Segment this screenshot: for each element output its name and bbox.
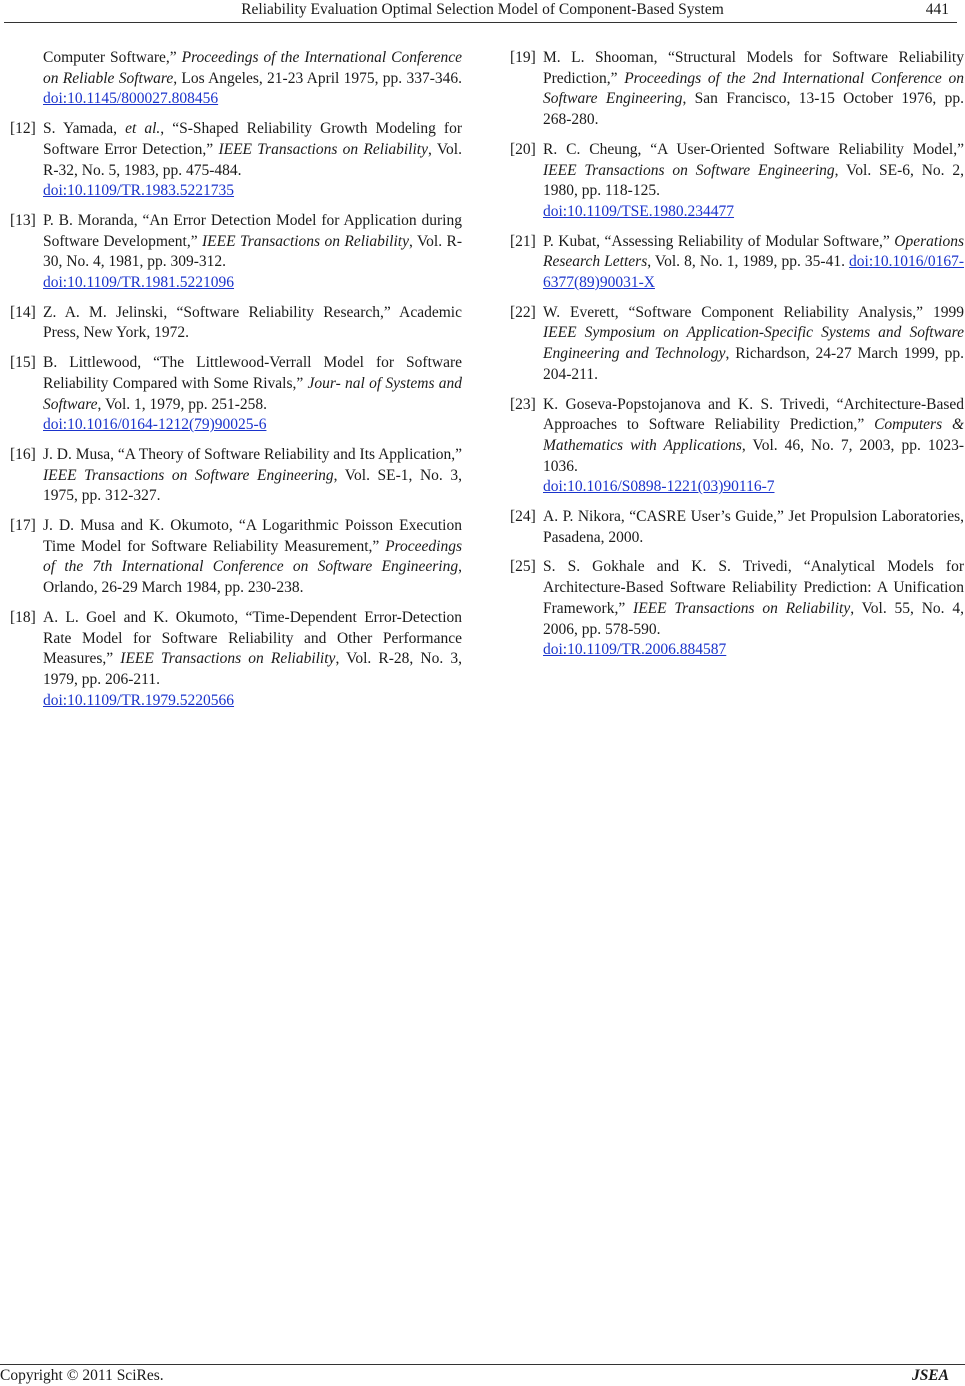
ref-number: [14] [10,303,36,321]
ref-text: , “S-Shaped Reliability Growth Modeling for Software Error Detection,” [43,120,462,158]
ref-venue: Proceedings of the International Conference on Reliable Software [43,49,462,87]
doi-link[interactable]: doi:10.1016/0164-1212(79)90025-6 [43,416,267,434]
ref-text: P. B. Moranda, “An Error Detection Model for Application during Software Development,” [43,211,462,250]
ref-text: J. D. Musa and K. Okumoto, “A Logarithmic Poisson Execution Time Model for Software Reliability Measurement,” [43,517,462,555]
doi-link[interactable]: doi:10.1016/S0898-1221(03)90116-7 [543,478,775,496]
reference-12 [10,119,462,202]
ref-text: , Vol. 46, No. 7, 2003, pp. 1023-1036. [543,436,965,475]
reference-24 [510,507,964,548]
copyright-notice: Copyright © 2011 SciRes. [0,1367,164,1384]
ref-text: S. Yamada, [43,120,126,138]
reference-14 [10,303,462,344]
ref-text: J. D. Musa, “A Theory of Software Reliability and Its Application,” [43,445,462,463]
ref-text: B. Littlewood, “The Littlewood-Verrall Model for Software Reliability Compared with Some Rivals,” [43,354,462,392]
left-column [10,48,462,720]
reference-continuation [10,48,462,110]
ref-venue: IEEE Transactions on Software Engineering [43,466,334,484]
ref-text: , San Francisco, 13-15 October 1976, pp. 268-280. [543,90,964,129]
ref-number: [19] [510,49,536,66]
doi-link[interactable]: doi:10.1109/TR.1981.5221096 [43,274,235,292]
ref-number: [13] [10,211,36,229]
running-title: Reliability Evaluation Optimal Selection Model of Component-Based System [241,1,724,18]
ref-text: , Vol. 8, No. 1, 1989, pp. 35-41. [647,253,850,271]
ref-venue: IEEE Transactions on Software Engineering [543,161,835,179]
reference-20 [510,140,964,223]
ref-venue: Computers & Mathematics with Applications [543,416,964,454]
ref-venue: IEEE Transactions on Reliability [202,232,409,250]
reference-25 [510,557,964,661]
reference-18 [10,608,462,712]
ref-text: , Vol. R-32, No. 5, 1983, pp. 475-484. [43,140,462,179]
ref-text: M. L. Shooman, “Structural Models for Software Reliability Prediction,” [543,49,964,87]
ref-text: P. Kubat, “Assessing Reliability of Modular Software,” [543,232,895,250]
ref-number: [22] [510,303,536,321]
ref-venue: IEEE Symposium on Application-Specific Systems and Software Engineering and Technology [543,324,964,363]
ref-emph: et al. [125,120,161,138]
reference-21 [510,232,964,294]
ref-text: , Vol. R-28, No. 3, 1979, pp. 206-211. [43,650,463,688]
right-column [510,48,964,670]
reference-17 [10,516,462,599]
ref-number: [16] [10,445,36,463]
ref-number: [18] [10,608,36,626]
ref-text: A. P. Nikora, “CASRE User’s Guide,” Jet Propulsion Laboratories, Pasadena, 2000. [543,508,964,546]
ref-number: [25] [510,558,536,576]
ref-number: [24] [510,508,536,526]
ref-text: , Vol. 55, No. 4, 2006, pp. 578-590. [543,599,964,638]
ref-text: K. Goseva-Popstojanova and K. S. Trivedi, “Architecture-Based Approaches to Software Reliability Prediction,” [543,395,964,434]
reference-19 [510,48,964,131]
ref-text: W. Everett, “Software Component Reliability Analysis,” 1999 [543,303,964,321]
ref-number: [15] [10,354,36,372]
ref-text: , Vol. R-30, No. 4, 1981, pp. 309-312. [43,232,462,271]
ref-venue: IEEE Transactions on Reliability [633,599,851,617]
ref-number: [21] [510,232,536,250]
reference-15 [10,353,462,436]
header-divider [4,22,957,23]
doi-link[interactable]: doi:10.1109/TR.1979.5220566 [43,691,235,709]
ref-text: Computer Software,” [43,49,182,66]
page-number: 441 [925,1,949,18]
ref-text: A. L. Goel and K. Okumoto, “Time-Dependent Error-Detection Rate Model for Software Reliability and Other Performance Measures,” [43,608,462,668]
ref-text: , Vol. SE-1, No. 3, 1975, pp. 312-327. [43,466,462,505]
ref-text: S. S. Gokhale and K. S. Trivedi, “Analytical Models for Architecture-Based Software Reliability Prediction: A Unification Framework,” [543,558,964,617]
ref-number: [12] [10,120,36,138]
reference-16 [10,445,462,507]
ref-venue: Proceedings of the 2nd International Conference on Software Engineering [543,69,964,108]
reference-22 [510,303,964,386]
reference-23 [510,395,964,499]
journal-abbreviation: JSEA [911,1367,949,1384]
ref-text: , Vol. SE-6, No. 2, 1980, pp. 118-125. [543,161,964,200]
ref-text: Z. A. M. Jelinski, “Software Reliability Research,” Academic Press, New York, 1972. [43,303,462,342]
ref-venue: Proceedings of the 7th International Conference on Software Engineering [43,537,462,576]
doi-link[interactable]: doi:10.1109/TR.2006.884587 [543,641,727,659]
doi-link[interactable]: doi:10.1016/0167-6377(89)90031-X [543,253,965,292]
ref-text: , Orlando, 26-29 March 1984, pp. 230-238. [43,558,462,597]
ref-number: [17] [10,517,36,535]
footer-divider [0,1364,965,1365]
ref-venue: Jour- nal of Systems and Software [43,374,463,413]
ref-number: [20] [510,140,536,158]
ref-text: , Los Angeles, 21-23 April 1975, pp. 337-346. [173,69,463,87]
reference-13 [10,211,462,294]
doi-link[interactable]: doi:10.1109/TSE.1980.234477 [543,202,735,220]
doi-link[interactable]: doi:10.1145/800027.808456 [43,90,219,108]
ref-venue: IEEE Transactions on Reliability [120,650,336,668]
ref-number: [23] [510,395,536,413]
ref-text: , Richardson, 24-27 March 1999, pp. 204-211. [543,345,964,383]
ref-text: , Vol. 1, 1979, pp. 251-258. [97,395,268,413]
ref-venue: Operations Research Letters [543,232,964,271]
doi-link[interactable]: doi:10.1109/TR.1983.5221735 [43,182,235,200]
ref-venue: IEEE Transactions on Reliability [218,140,428,158]
ref-text: R. C. Cheung, “A User-Oriented Software Reliability Model,” [543,140,964,158]
